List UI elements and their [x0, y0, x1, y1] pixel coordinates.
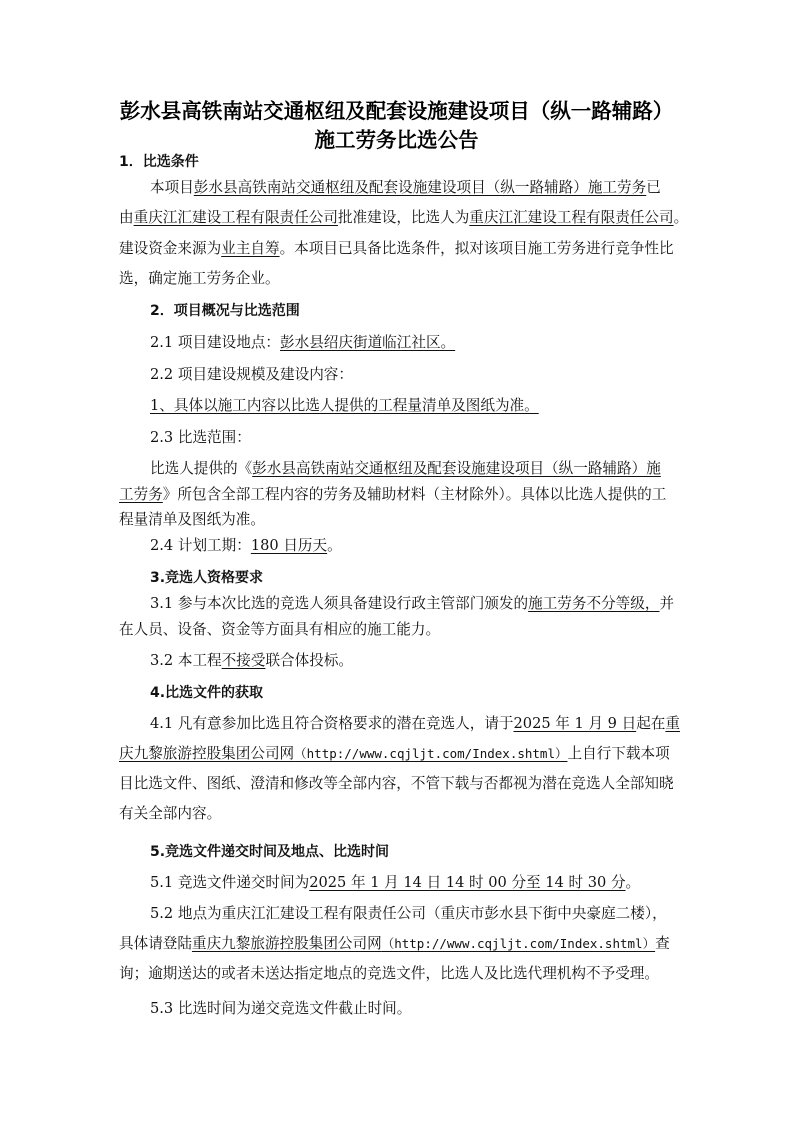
planned-duration: 180 日历天 [250, 537, 328, 554]
document-title-line2: 施工劳务比选公告 [314, 128, 479, 152]
text: 上自行下载本项 [567, 745, 670, 762]
fund-source: 业主自筹 [221, 240, 280, 257]
item-3-2 [150, 652, 353, 670]
text: 已 [646, 179, 661, 196]
text: 3.2 本工程 [150, 652, 222, 669]
item-4-1-line4: 有关全部内容。 [119, 805, 222, 822]
item-3-1-line2: 在人员、设备、资金等方面具有相应的施工能力。 [119, 621, 441, 638]
text: 》所包含全部工程内容的劳务及辅助材料（主材除外）。具体以比选人提供的工 [162, 486, 667, 503]
item-2-3-line3: 程量清单及图纸为准。 [119, 511, 265, 528]
text: 4.1 凡有意参加比选且符合资格要求的潜在竞选人，请于 [150, 715, 514, 732]
item-4-1-line2 [119, 745, 670, 763]
item-5-2-line1: 5.2 地点为重庆江汇建设工程有限责任公司（重庆市彭水县下街中央豪庭二楼）， [150, 905, 667, 922]
approving-company: 重庆江汇建设工程有限责任公司 [133, 209, 338, 226]
section-3-heading: 3.竞选人资格要求 [150, 570, 264, 586]
text: 。 [327, 537, 342, 554]
item-2-3-line2 [119, 486, 666, 504]
item-2-3: 2.3 比选范围： [150, 429, 251, 446]
website-url-link[interactable]: （http://www.cqjljt.com/Index.shtml） [294, 746, 568, 761]
text: 起在 [636, 715, 666, 732]
item-5-2-line3: 询；逾期送达的或者未送达指定地点的竞选文件，比选人及比选代理机构不予受理。 [119, 965, 659, 982]
submission-time: 2025 年 1 月 14 日 14 时 00 分至 14 时 30 分 [309, 874, 626, 891]
text: 由 [119, 209, 134, 226]
download-start-date: 2025 年 1 月 9 日 [513, 715, 637, 732]
item-2-2: 2.2 项目建设规模及建设内容： [150, 366, 353, 383]
project-name-cont: 工劳务 [119, 486, 163, 503]
construction-location: 彭水县绍庆街道临江社区。 [280, 334, 456, 351]
text: 本项目 [150, 179, 194, 196]
document-title-line1: 彭水县高铁南站交通枢纽及配套设施建设项目（纵一路辅路） [119, 99, 674, 123]
text: 。 [625, 874, 641, 891]
project-name: 彭水县高铁南站交通枢纽及配套设施建设项目（纵一路辅路）施 [252, 460, 661, 477]
section-2-heading: 2．项目概况与比选范围 [150, 303, 300, 319]
consortium-policy: 不接受 [221, 652, 266, 669]
item-4-1-line3: 目比选文件、图纸、澄清和修改等全部内容，不管下载与否都视为潜在竞选人全部知晓 [119, 775, 674, 792]
item-5-1 [150, 874, 640, 892]
website-name: 重庆九黎旅游控股集团公司网 [191, 935, 382, 952]
website-url-link[interactable]: （http://www.cqjljt.com/Index.shtml） [381, 936, 656, 951]
selecting-company: 重庆江汇建设工程有限责任公司 [469, 209, 674, 226]
section-4-heading: 4.比选文件的获取 [150, 685, 264, 701]
section-1-para-line3 [119, 240, 674, 258]
text: 具体请登陆 [119, 935, 192, 952]
section-1-para-line2 [119, 209, 688, 227]
item-2-4 [150, 537, 342, 555]
text: 批准建设，比选人为 [337, 209, 470, 226]
text: 2.4 计划工期： [150, 537, 251, 554]
text: 建设资金来源为 [119, 240, 222, 257]
item-5-3: 5.3 比选时间为递交竞选文件截止时间。 [150, 1000, 412, 1017]
text: 查 [655, 935, 670, 952]
project-name: 彭水县高铁南站交通枢纽及配套设施建设项目（纵一路辅路）施工劳务 [193, 179, 647, 196]
item-4-1-line1 [150, 715, 680, 733]
text: 并 [659, 595, 675, 612]
website-name: 庆九黎旅游控股集团公司网 [119, 745, 295, 762]
item-3-1-line1 [150, 595, 674, 613]
construction-content: 1、具体以施工内容以比选人提供的工程量清单及图纸为准。 [150, 397, 539, 414]
item-2-2-content [150, 397, 539, 415]
text: 。本项目已具备比选条件，拟对该项目施工劳务进行竞争性比 [279, 240, 674, 257]
section-1-para-line4: 选，确定施工劳务企业。 [119, 270, 280, 287]
text: 3.1 参与本次比选的竞选人须具备建设行政主管部门颁发的 [150, 595, 529, 612]
qualification: 施工劳务不分等级， [528, 595, 660, 612]
section-1-heading: 1．比选条件 [119, 154, 199, 170]
text: 比选人提供的《 [150, 460, 253, 477]
item-2-3-line1 [150, 460, 661, 478]
text: 5.1 竞选文件递交时间为 [150, 874, 310, 891]
section-1-para-line1 [150, 179, 661, 197]
section-5-heading: 5.竞选文件递交时间及地点、比选时间 [150, 844, 390, 860]
text: 联合体投标。 [265, 652, 354, 669]
text: 。 [673, 209, 689, 226]
website-name: 重 [665, 715, 681, 732]
text: 2.1 项目建设地点： [150, 334, 281, 351]
item-2-1 [150, 334, 455, 352]
item-5-2-line2 [119, 935, 670, 953]
